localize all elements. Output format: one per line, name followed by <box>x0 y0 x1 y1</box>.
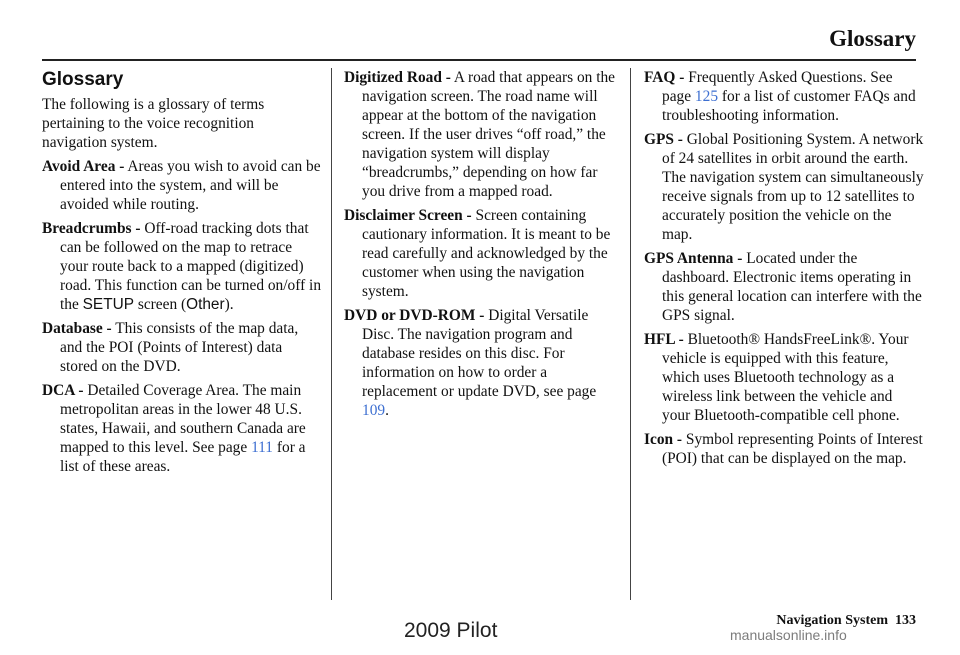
header-rule <box>42 59 916 61</box>
term-label: Avoid Area - <box>42 158 125 175</box>
definition-text: Symbol representing Points of Interest (POI) that can be displayed on the map. <box>662 431 923 467</box>
definition-text: Screen containing cautionary information. It is meant to be read carefully and acknowledged by the customer when using the navigation system. <box>362 207 611 300</box>
term-label: GPS Antenna - <box>644 250 743 267</box>
definition-text: Detailed Coverage Area. The main metropolitan areas in the lower 48 U.S. states, Hawaii, and southern Canada are mapped to this level. See page <box>60 382 306 456</box>
header-title: Glossary <box>829 26 916 51</box>
term-label: Icon - <box>644 431 683 448</box>
other-menu-name: Other <box>186 296 225 313</box>
column-1 <box>42 68 322 481</box>
footer-label: Navigation System <box>776 613 888 628</box>
watermark <box>0 614 960 655</box>
term-label: DCA - <box>42 382 84 399</box>
column-2 <box>344 68 620 425</box>
glossary-entry-icon <box>644 430 924 468</box>
glossary-entry-avoid-area <box>42 157 322 214</box>
glossary-entry-database <box>42 319 322 376</box>
glossary-entry-hfl <box>644 330 924 425</box>
definition-text: Global Positioning System. A network of 24 satellites in orbit around the earth. The navigation system can simultaneously receive signals from up to 12 satellites to accurately position the vehicle on the map. <box>662 131 924 243</box>
term-label: Disclaimer Screen - <box>344 207 472 224</box>
definition-text: Located under the dashboard. Electronic items operating in this general location can interfere with the GPS signal. <box>662 250 922 324</box>
definition-text: for a list of these areas. <box>60 439 306 475</box>
page-link-109[interactable]: 109 <box>362 402 386 419</box>
definition-text: screen ( <box>137 296 187 313</box>
definition-text: Areas you wish to avoid can be entered into the system, and will be avoided while routing. <box>60 158 321 213</box>
column-divider <box>331 68 332 600</box>
column-3 <box>644 68 924 473</box>
setup-menu-name: SETUP <box>82 296 134 313</box>
definition-text: Frequently Asked Questions. See page <box>662 69 893 105</box>
term-label: HFL - <box>644 331 684 348</box>
column-divider <box>630 68 631 600</box>
term-label: FAQ - <box>644 69 685 86</box>
term-label: GPS - <box>644 131 683 148</box>
term-label: Database - <box>42 320 112 337</box>
definition-text: A road that appears on the navigation screen. The road name will appear at the bottom of the navigation screen. If the user drives “off road,” the navigation system will display “breadcrumbs,” depending on how far you drive from a mapped road. <box>362 69 615 200</box>
glossary-entry-faq <box>644 68 924 125</box>
glossary-entry-breadcrumbs <box>42 219 322 314</box>
watermark-site: manualsonline.info <box>730 627 847 643</box>
definition-text: Digital Versatile Disc. The navigation program and database resides on this disc. For information on how to order a replacement or update DVD, see page <box>362 307 597 400</box>
definition-text: Off-road tracking dots that can be followed on the map to retrace your route back to a mapped (digitized) road. This function can be turned on/off in the <box>60 220 322 313</box>
definition-text: ). <box>224 296 234 313</box>
glossary-entry-gps <box>644 130 924 244</box>
watermark-model: 2009 Pilot <box>404 619 498 642</box>
definition-text: This consists of the map data, and the POI (Points of Interest) data stored on the DVD. <box>60 320 299 375</box>
page-number: 133 <box>895 613 916 628</box>
page-link-111[interactable]: 111 <box>251 439 274 456</box>
definition-text: for a list of customer FAQs and troubleshooting information. <box>662 88 916 124</box>
glossary-entry-digitized-road <box>344 68 620 201</box>
glossary-entry-dca <box>42 381 322 476</box>
term-label: Digitized Road - <box>344 69 451 86</box>
definition-text: Bluetooth® HandsFreeLink®. Your vehicle is equipped with this feature, which uses Bluetooth technology as a wireless link between the vehicle and your Bluetooth-compatible cell phone. <box>662 331 909 424</box>
definition-text: . <box>385 402 389 419</box>
intro-paragraph: The following is a glossary of terms pertaining to the voice recognition navigation system. <box>42 96 265 151</box>
page-header <box>0 0 960 60</box>
page-link-125[interactable]: 125 <box>694 88 719 105</box>
term-label: DVD or DVD-ROM - <box>344 307 485 324</box>
term-label: Breadcrumbs - <box>42 220 141 237</box>
glossary-entry-gps-antenna <box>644 249 924 325</box>
glossary-entry-disclaimer-screen <box>344 206 620 301</box>
section-heading: Glossary <box>42 69 124 90</box>
glossary-entry-dvd <box>344 306 620 420</box>
